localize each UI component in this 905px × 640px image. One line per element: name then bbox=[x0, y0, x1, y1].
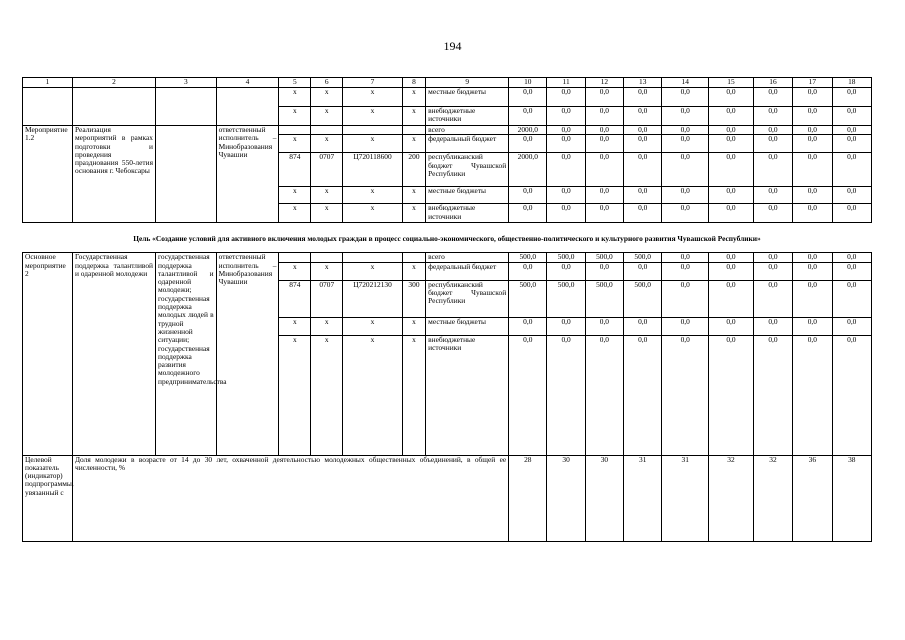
year-value: 0,0 bbox=[709, 280, 754, 317]
year-value: 500,0 bbox=[585, 253, 623, 262]
expense-code: x bbox=[402, 187, 425, 204]
year-value: 0,0 bbox=[709, 204, 754, 223]
year-value: 0,0 bbox=[753, 335, 792, 455]
expense-code: 200 bbox=[402, 153, 425, 187]
indicator-value: 30 bbox=[547, 455, 585, 541]
indicator-value: 38 bbox=[832, 455, 871, 541]
year-value: 0,0 bbox=[753, 126, 792, 135]
year-value: 0,0 bbox=[509, 335, 547, 455]
target-code: x bbox=[343, 317, 403, 335]
year-value: 500,0 bbox=[509, 253, 547, 262]
header-cell: 15 bbox=[709, 78, 754, 88]
funding-source: местные бюджеты bbox=[426, 317, 509, 335]
year-value: 0,0 bbox=[832, 335, 871, 455]
year-value: 0,0 bbox=[662, 187, 709, 204]
funding-source: внебюджетные источники bbox=[426, 335, 509, 455]
year-value: 0,0 bbox=[547, 317, 585, 335]
funding-source: республиканский бюджет Чувашской Республики bbox=[426, 280, 509, 317]
year-value: 0,0 bbox=[662, 153, 709, 187]
header-cell: 7 bbox=[343, 78, 403, 88]
indicator-value: 31 bbox=[662, 455, 709, 541]
expense-code: x bbox=[402, 317, 425, 335]
header-cell: 17 bbox=[793, 78, 832, 88]
funding-source: местные бюджеты bbox=[426, 88, 509, 107]
admin-code: x bbox=[279, 262, 311, 280]
activity-c2: Государственная поддержка талантливой и одаренной молодежи bbox=[73, 253, 156, 455]
admin-code: x bbox=[279, 335, 311, 455]
year-value: 0,0 bbox=[753, 253, 792, 262]
table-row bbox=[23, 253, 872, 262]
year-value: 0,0 bbox=[793, 88, 832, 107]
year-value: 0,0 bbox=[793, 204, 832, 223]
year-value: 0,0 bbox=[662, 317, 709, 335]
year-value: 0,0 bbox=[832, 280, 871, 317]
year-value: 500,0 bbox=[547, 280, 585, 317]
activity-c4: ответственный исполнитель – Минобразования Чувашии bbox=[216, 126, 279, 223]
year-value: 0,0 bbox=[753, 262, 792, 280]
year-value: 0,0 bbox=[793, 280, 832, 317]
expense-code bbox=[402, 253, 425, 262]
section-code: x bbox=[311, 204, 343, 223]
indicator-value: 31 bbox=[624, 455, 662, 541]
year-value: 500,0 bbox=[624, 280, 662, 317]
year-value: 0,0 bbox=[832, 187, 871, 204]
year-value: 0,0 bbox=[624, 317, 662, 335]
admin-code bbox=[279, 253, 311, 262]
year-value: 0,0 bbox=[547, 204, 585, 223]
admin-code: x bbox=[279, 107, 311, 126]
year-value: 0,0 bbox=[793, 253, 832, 262]
year-value: 0,0 bbox=[585, 126, 623, 135]
section-code: x bbox=[311, 88, 343, 107]
section-code bbox=[311, 253, 343, 262]
year-value: 0,0 bbox=[793, 187, 832, 204]
year-value: 0,0 bbox=[753, 135, 792, 153]
year-value: 0,0 bbox=[753, 153, 792, 187]
year-value: 0,0 bbox=[662, 280, 709, 317]
year-value: 0,0 bbox=[753, 107, 792, 126]
header-cell: 5 bbox=[279, 78, 311, 88]
activity-c1: Основное мероприятие 2 bbox=[23, 253, 73, 455]
year-value: 0,0 bbox=[547, 135, 585, 153]
section-code: 0707 bbox=[311, 280, 343, 317]
header-cell: 2 bbox=[73, 78, 156, 88]
header-cell: 16 bbox=[753, 78, 792, 88]
funding-source: внебюджетные источники bbox=[426, 204, 509, 223]
goal-text: Цель «Создание условий для активного включения молодых граждан в процесс социально-экономического, общественно-политического и культурного развития Чувашской Республики» bbox=[133, 234, 761, 244]
year-value: 0,0 bbox=[662, 107, 709, 126]
section-code: x bbox=[311, 107, 343, 126]
activity-c3: государственная поддержка талантливой и одаренной молодежи; государственная поддержка молодых людей в трудной жизненной ситуации; государственная поддержка развития молодежного предпринимательства bbox=[155, 253, 216, 455]
year-value: 0,0 bbox=[585, 262, 623, 280]
year-value: 0,0 bbox=[585, 135, 623, 153]
indicator-value: 32 bbox=[709, 455, 754, 541]
expense-code: x bbox=[402, 107, 425, 126]
header-cell: 9 bbox=[426, 78, 509, 88]
year-value: 0,0 bbox=[547, 187, 585, 204]
year-value: 0,0 bbox=[662, 135, 709, 153]
empty-cell bbox=[216, 88, 279, 126]
activity-c2: Реализация мероприятий в рамках подготовки и проведения празднования 550-летия основания г. Чебоксары bbox=[73, 126, 156, 223]
year-value: 0,0 bbox=[585, 88, 623, 107]
year-value: 0,0 bbox=[662, 88, 709, 107]
year-value: 0,0 bbox=[753, 187, 792, 204]
year-value: 0,0 bbox=[709, 317, 754, 335]
header-cell: 3 bbox=[155, 78, 216, 88]
header-cell: 14 bbox=[662, 78, 709, 88]
block1 bbox=[23, 88, 872, 126]
section-code: x bbox=[311, 187, 343, 204]
year-value: 0,0 bbox=[832, 126, 871, 135]
year-value: 0,0 bbox=[662, 204, 709, 223]
indicator-text: Доля молодежи в возрасте от 14 до 30 лет, охваченной деятельностью молодежных общественных объединений, в общей ее численности, % bbox=[73, 455, 509, 541]
year-value: 0,0 bbox=[662, 262, 709, 280]
year-value: 0,0 bbox=[624, 187, 662, 204]
year-value: 0,0 bbox=[709, 262, 754, 280]
budget-table bbox=[22, 77, 872, 542]
admin-code: 874 bbox=[279, 280, 311, 317]
year-value: 0,0 bbox=[753, 317, 792, 335]
year-value: 0,0 bbox=[624, 107, 662, 126]
section-code: x bbox=[311, 262, 343, 280]
year-value: 0,0 bbox=[624, 88, 662, 107]
funding-source: федеральный бюджет bbox=[426, 262, 509, 280]
year-value: 500,0 bbox=[585, 280, 623, 317]
admin-code: x bbox=[279, 135, 311, 153]
year-value: 0,0 bbox=[793, 135, 832, 153]
section-code: 0707 bbox=[311, 153, 343, 187]
target-code: x bbox=[343, 135, 403, 153]
indicator-label: Целевой показатель (индикатор) подпрограммы, увязанный с bbox=[23, 455, 73, 541]
year-value: 0,0 bbox=[753, 280, 792, 317]
target-code: x bbox=[343, 204, 403, 223]
header-cell: 10 bbox=[509, 78, 547, 88]
year-value: 0,0 bbox=[709, 335, 754, 455]
year-value: 0,0 bbox=[832, 204, 871, 223]
year-value: 0,0 bbox=[662, 335, 709, 455]
year-value: 0,0 bbox=[793, 107, 832, 126]
indicator-row bbox=[23, 455, 872, 541]
funding-source: местные бюджеты bbox=[426, 187, 509, 204]
expense-code: x bbox=[402, 204, 425, 223]
year-value: 0,0 bbox=[793, 317, 832, 335]
header-cell: 1 bbox=[23, 78, 73, 88]
header-cell: 12 bbox=[585, 78, 623, 88]
expense-code: x bbox=[402, 262, 425, 280]
funding-source: федеральный бюджет bbox=[426, 135, 509, 153]
year-value: 0,0 bbox=[709, 187, 754, 204]
year-value: 0,0 bbox=[793, 153, 832, 187]
year-value: 0,0 bbox=[753, 204, 792, 223]
goal-row bbox=[23, 223, 872, 253]
year-value: 0,0 bbox=[832, 153, 871, 187]
expense-code: x bbox=[402, 135, 425, 153]
expense-code: x bbox=[402, 88, 425, 107]
target-code: x bbox=[343, 262, 403, 280]
year-value: 0,0 bbox=[509, 135, 547, 153]
year-value: 0,0 bbox=[624, 204, 662, 223]
year-value: 0,0 bbox=[509, 107, 547, 126]
year-value: 0,0 bbox=[662, 253, 709, 262]
year-value: 0,0 bbox=[832, 317, 871, 335]
table-row bbox=[23, 88, 872, 107]
header-cell: 18 bbox=[832, 78, 871, 88]
year-value: 0,0 bbox=[709, 126, 754, 135]
admin-code: x bbox=[279, 317, 311, 335]
expense-code: x bbox=[402, 335, 425, 455]
year-value: 0,0 bbox=[585, 335, 623, 455]
year-value: 0,0 bbox=[509, 204, 547, 223]
year-value: 0,0 bbox=[624, 262, 662, 280]
header-cell: 11 bbox=[547, 78, 585, 88]
year-value: 0,0 bbox=[832, 88, 871, 107]
year-value: 0,0 bbox=[509, 262, 547, 280]
year-value: 0,0 bbox=[709, 107, 754, 126]
target-code: x bbox=[343, 107, 403, 126]
empty-cell bbox=[155, 88, 216, 126]
block3 bbox=[23, 253, 872, 455]
funding-source: внебюджетные источники bbox=[426, 107, 509, 126]
year-value: 0,0 bbox=[753, 88, 792, 107]
activity-c4: ответственный исполнитель – Минобразования Чувашии bbox=[216, 253, 279, 455]
year-value: 500,0 bbox=[509, 280, 547, 317]
block2 bbox=[23, 126, 872, 223]
year-value: 0,0 bbox=[709, 153, 754, 187]
year-value: 0,0 bbox=[509, 187, 547, 204]
year-value: 0,0 bbox=[793, 126, 832, 135]
admin-code: x bbox=[279, 88, 311, 107]
year-value: 0,0 bbox=[547, 126, 585, 135]
year-value: 0,0 bbox=[547, 153, 585, 187]
admin-code: x bbox=[279, 187, 311, 204]
page-number: 194 bbox=[443, 39, 462, 53]
year-value: 0,0 bbox=[709, 135, 754, 153]
year-value: 0,0 bbox=[793, 262, 832, 280]
funding-source: всего bbox=[426, 126, 509, 135]
section-code: x bbox=[311, 317, 343, 335]
indicator-value: 30 bbox=[585, 455, 623, 541]
indicator-value: 36 bbox=[793, 455, 832, 541]
empty-cell bbox=[73, 88, 156, 126]
header-cell: 6 bbox=[311, 78, 343, 88]
target-code: x bbox=[343, 335, 403, 455]
year-value: 0,0 bbox=[624, 135, 662, 153]
year-value: 0,0 bbox=[585, 204, 623, 223]
year-value: 500,0 bbox=[624, 253, 662, 262]
activity-c3 bbox=[155, 126, 216, 223]
year-value: 0,0 bbox=[547, 335, 585, 455]
year-value: 0,0 bbox=[585, 317, 623, 335]
section-code: x bbox=[311, 335, 343, 455]
target-code bbox=[343, 253, 403, 262]
year-value: 0,0 bbox=[832, 107, 871, 126]
year-value: 0,0 bbox=[709, 253, 754, 262]
empty-cell bbox=[23, 88, 73, 126]
year-value: 0,0 bbox=[547, 262, 585, 280]
header-cell: 8 bbox=[402, 78, 425, 88]
year-value: 0,0 bbox=[709, 88, 754, 107]
year-value: 0,0 bbox=[624, 126, 662, 135]
funding-source: республиканский бюджет Чувашской Республики bbox=[426, 153, 509, 187]
year-value: 0,0 bbox=[624, 335, 662, 455]
target-code: Ц720118600 bbox=[343, 153, 403, 187]
year-value: 0,0 bbox=[547, 88, 585, 107]
year-value: 0,0 bbox=[509, 317, 547, 335]
target-code: Ц720212130 bbox=[343, 280, 403, 317]
year-value: 0,0 bbox=[832, 253, 871, 262]
target-code: x bbox=[343, 88, 403, 107]
year-value: 0,0 bbox=[509, 88, 547, 107]
expense-code: 300 bbox=[402, 280, 425, 317]
indicator-value: 28 bbox=[509, 455, 547, 541]
year-value: 0,0 bbox=[585, 107, 623, 126]
funding-source: всего bbox=[426, 253, 509, 262]
target-code: x bbox=[343, 187, 403, 204]
indicator-value: 32 bbox=[753, 455, 792, 541]
year-value: 0,0 bbox=[624, 153, 662, 187]
year-value: 0,0 bbox=[832, 135, 871, 153]
admin-code: x bbox=[279, 204, 311, 223]
year-value: 2000,0 bbox=[509, 153, 547, 187]
year-value: 2000,0 bbox=[509, 126, 547, 135]
year-value: 0,0 bbox=[585, 187, 623, 204]
section-code: x bbox=[311, 135, 343, 153]
year-value: 500,0 bbox=[547, 253, 585, 262]
year-value: 0,0 bbox=[832, 262, 871, 280]
year-value: 0,0 bbox=[662, 126, 709, 135]
activity-c1: Мероприятие 1.2 bbox=[23, 126, 73, 223]
header-row bbox=[23, 78, 872, 88]
header-cell: 13 bbox=[624, 78, 662, 88]
admin-code: 874 bbox=[279, 153, 311, 187]
year-value: 0,0 bbox=[793, 335, 832, 455]
header-cell: 4 bbox=[216, 78, 279, 88]
year-value: 0,0 bbox=[547, 107, 585, 126]
year-value: 0,0 bbox=[585, 153, 623, 187]
